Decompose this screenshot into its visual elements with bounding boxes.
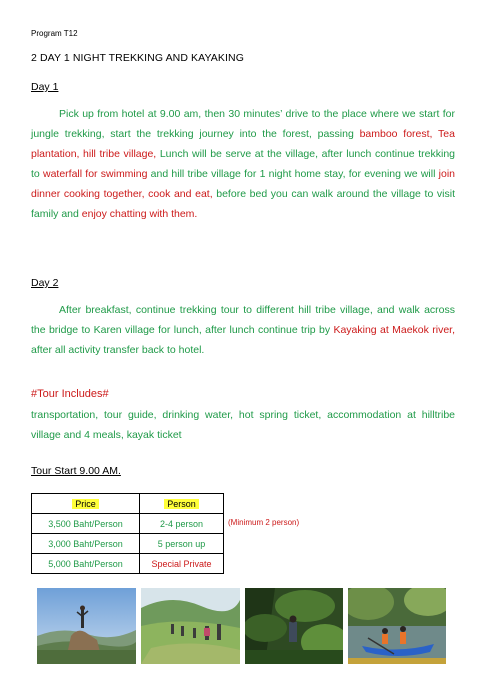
day2-text-segment: Kayaking at Maekok river, [333,324,455,336]
day1-heading: Day 1 [31,81,59,93]
day1-text-segment: waterfall for swimming [42,168,148,180]
person-header-label: Person [164,499,199,509]
table-row [32,534,224,554]
price-cell: 3,000 Baht/Person [32,534,140,554]
minimum-note: (Minimum 2 person) [228,518,300,527]
day2-paragraph [31,300,455,360]
person-cell: 2-4 person [140,514,224,534]
program-label: Program T12 [31,29,78,38]
trekking-group-photo [141,588,240,664]
page-title: 2 DAY 1 NIGHT TREKKING AND KAYAKING [31,52,244,64]
day1-paragraph [31,104,455,224]
table-row [32,554,224,574]
price-cell: 5,000 Baht/Person [32,554,140,574]
table-header-row [32,494,224,514]
price-table [31,493,224,574]
day1-text-segment: enjoy chatting with them. [81,208,198,220]
table-row [32,514,224,534]
day2-text-segment: after all activity transfer back to hotel. [31,344,205,356]
day2-heading: Day 2 [31,277,59,289]
tour-includes-body: transportation, tour guide, drinking water, hot spring ticket, accommodation at hilltribe village and 4 meals, kayak ticket [31,409,455,441]
hilltop-viewpoint-photo [37,588,136,664]
price-header-label: Price [72,499,99,509]
day1-text-segment: bamboo forest, Tea plantation, hill tribe village, [31,128,455,160]
tour-includes-title: #Tour Includes# [31,388,109,400]
person-header [140,494,224,514]
tour-start-time: Tour Start 9.00 AM. [31,465,121,477]
day1-text-segment: join dinner cooking together, cook and eat, [31,168,455,200]
day1-text-segment: before bed you can walk around the village to visit family and [31,188,455,220]
day1-text-segment: and hill tribe village for 1 night home stay, for evening we will [147,168,439,180]
person-cell: 5 person up [140,534,224,554]
kayaking-river-photo [348,588,446,664]
day1-text-segment: Pick up from hotel at 9.00 am, then 30 minutes’ drive to the place where we start for jungle trekking, start the trekking journey into the forest, passing [31,108,455,140]
day2-text-segment: After breakfast, continue trekking tour to different hill tribe village, and walk across the bridge to Karen village for lunch, after lunch continue trip by [31,304,455,336]
person-cell: Special Private [140,554,224,574]
price-cell: 3,500 Baht/Person [32,514,140,534]
jungle-forest-photo [245,588,343,664]
price-header [32,494,140,514]
day1-text-segment: Lunch will be serve at the village, after lunch continue trekking to [31,148,456,180]
